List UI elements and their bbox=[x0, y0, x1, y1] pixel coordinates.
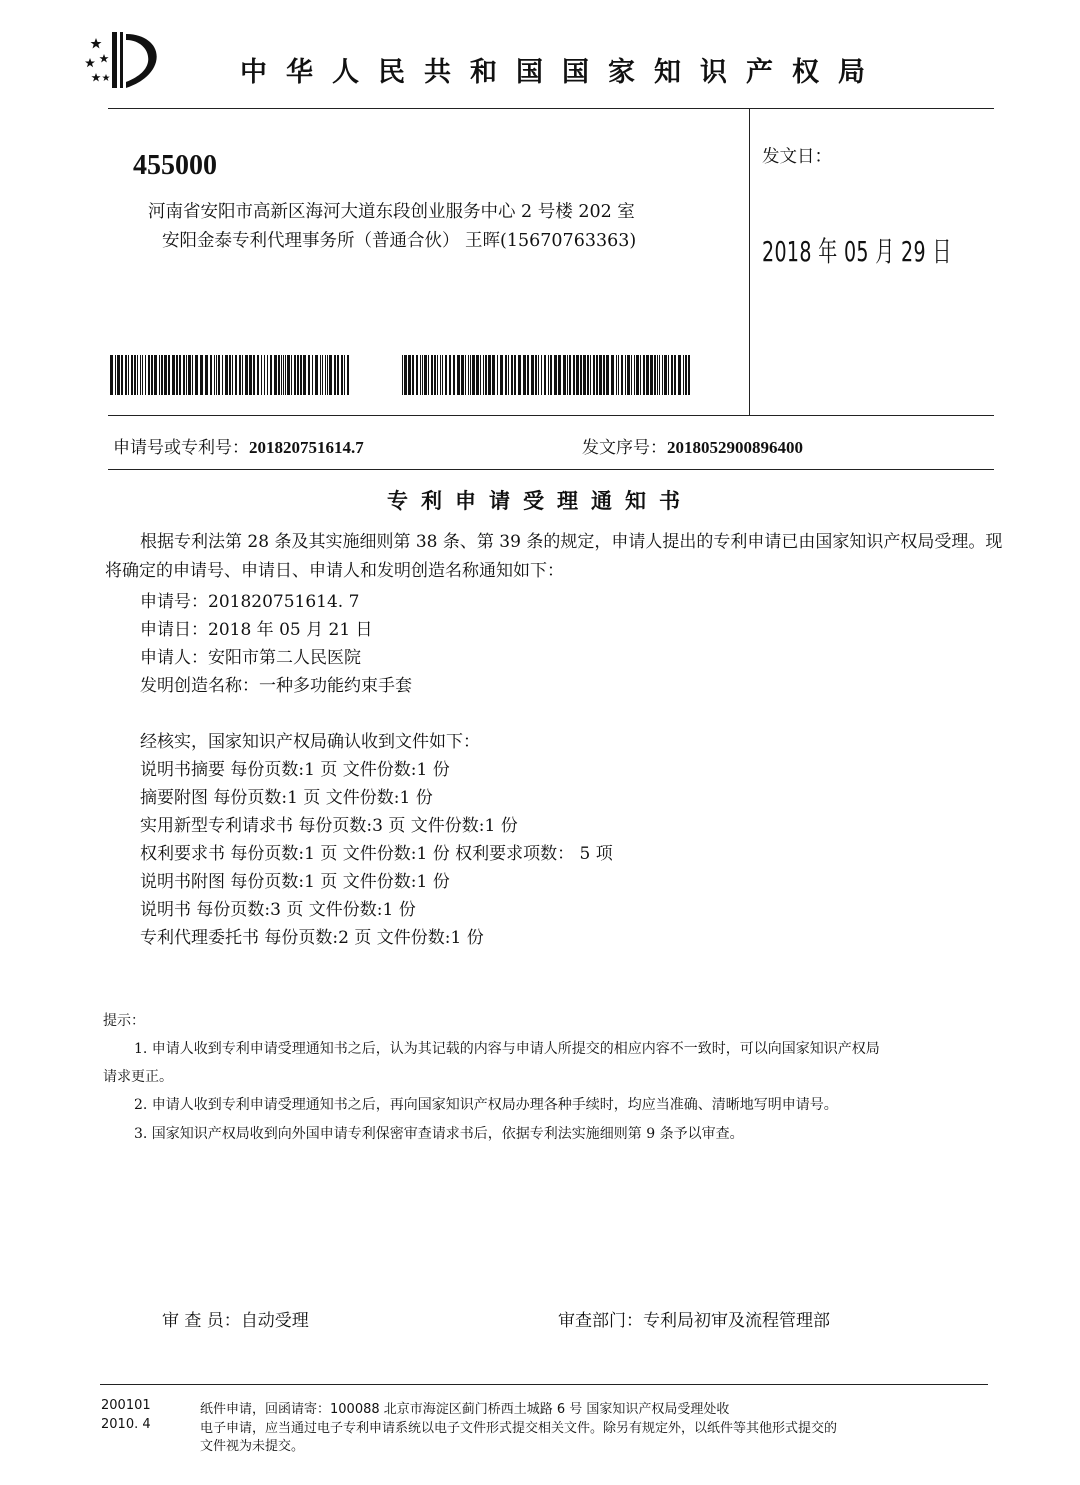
barcode-bar bbox=[186, 355, 187, 395]
barcode-bar bbox=[242, 355, 243, 395]
barcode-bar bbox=[531, 355, 534, 395]
barcode-bar bbox=[179, 355, 181, 395]
recipient-line: 安阳金泰专利代理事务所（普通合伙） 王晖(15670763363) bbox=[162, 231, 637, 251]
document-item: 实用新型专利请求书 每份页数:3 页 文件份数:1 份 bbox=[140, 816, 518, 836]
barcode-bar bbox=[500, 355, 503, 395]
barcode-bar bbox=[404, 355, 407, 395]
barcode-bar bbox=[576, 355, 579, 395]
barcode-bar bbox=[110, 355, 113, 395]
barcode-bar bbox=[334, 355, 336, 395]
barcode-bar bbox=[616, 355, 617, 395]
barcode-bar bbox=[140, 355, 141, 395]
document-item: 说明书 每份页数:3 页 文件份数:1 份 bbox=[140, 900, 416, 920]
field-application-date: 申请日：2018 年 05 月 21 日 bbox=[140, 620, 373, 640]
postcode: 455000 bbox=[133, 150, 217, 181]
tips-label: 提示： bbox=[103, 1013, 145, 1029]
cnipa-emblem-icon bbox=[84, 28, 164, 92]
barcode-bar bbox=[347, 355, 349, 395]
barcode-bar bbox=[210, 355, 212, 395]
barcode-bar bbox=[596, 355, 598, 395]
barcode-bar bbox=[214, 355, 215, 395]
barcode-bar bbox=[222, 355, 223, 395]
barcode-bar bbox=[618, 355, 619, 395]
barcode-bar bbox=[283, 355, 284, 395]
barcode-bar bbox=[183, 355, 185, 395]
barcode-bar bbox=[148, 355, 150, 395]
barcode-bar bbox=[176, 355, 178, 395]
barcode-bar bbox=[232, 355, 233, 395]
examiner-label: 审 查 员： bbox=[162, 1311, 241, 1331]
barcode-bar bbox=[291, 355, 292, 395]
barcode-bar bbox=[431, 355, 433, 395]
barcode-bar bbox=[200, 355, 203, 395]
barcode-bar bbox=[168, 355, 170, 395]
barcode-bar bbox=[590, 355, 591, 395]
barcode-bar bbox=[320, 355, 321, 395]
barcode-bar bbox=[599, 355, 602, 395]
barcode-bar bbox=[128, 355, 129, 395]
barcode-bar bbox=[327, 355, 328, 395]
examiner-value: 自动受理 bbox=[240, 1311, 309, 1331]
barcode-bar bbox=[483, 355, 484, 395]
numbers-divider bbox=[108, 469, 994, 470]
examining-department bbox=[558, 1306, 830, 1331]
barcode-bar bbox=[303, 355, 306, 395]
barcode-bar bbox=[631, 355, 632, 395]
barcode-bar bbox=[115, 355, 116, 395]
barcode-bar bbox=[508, 355, 509, 395]
barcode-bar bbox=[294, 355, 296, 395]
barcode-bar bbox=[297, 355, 299, 395]
application-number-row bbox=[113, 433, 364, 458]
barcode-bar bbox=[428, 355, 429, 395]
issue-column-divider bbox=[749, 108, 750, 415]
barcode-bar bbox=[154, 355, 157, 395]
barcode-bar bbox=[683, 355, 684, 395]
barcode-bar bbox=[134, 355, 136, 395]
barcode-bar bbox=[437, 355, 438, 395]
barcode-bar bbox=[261, 355, 262, 395]
barcode-bar bbox=[476, 355, 479, 395]
barcode-bar bbox=[465, 355, 466, 395]
barcode-bar bbox=[131, 355, 133, 395]
barcode-bar bbox=[188, 355, 191, 395]
barcode-bar bbox=[511, 355, 513, 395]
barcode-bar bbox=[420, 355, 421, 395]
barcode-bar bbox=[587, 355, 589, 395]
barcode-bar bbox=[117, 355, 120, 395]
barcode-bar bbox=[603, 355, 605, 395]
barcode-bar bbox=[235, 355, 237, 395]
address-divider bbox=[108, 415, 994, 416]
barcode-bar bbox=[172, 355, 175, 395]
barcode-bar bbox=[337, 355, 339, 395]
barcode-bar bbox=[485, 355, 487, 395]
barcode-bar bbox=[239, 355, 241, 395]
barcode-bar bbox=[650, 355, 653, 395]
office-name: 中华人民共和国国家知识产权局 bbox=[240, 57, 884, 88]
issue-date-label: 发文日： bbox=[762, 147, 832, 167]
barcode-left bbox=[110, 355, 352, 395]
barcode-bar bbox=[563, 355, 566, 395]
barcode-bar bbox=[657, 355, 658, 395]
serial-number-label: 发文序号： bbox=[582, 438, 667, 458]
barcode-bar bbox=[580, 355, 582, 395]
barcode-bar bbox=[627, 355, 630, 395]
barcode-bar bbox=[434, 355, 436, 395]
barcode-bar bbox=[678, 355, 681, 395]
barcode-bar bbox=[274, 355, 277, 395]
tip-item-3: 3. 国家知识产权局收到向外国申请专利保密审查请求书后，依据专利法实施细则第 9 条予以审查。 bbox=[134, 1126, 744, 1142]
serial-number-value: 2018052900896400 bbox=[667, 438, 803, 457]
document-item: 专利代理委托书 每份页数:2 页 文件份数:1 份 bbox=[140, 928, 484, 948]
barcode-bar bbox=[449, 355, 451, 395]
examiner bbox=[162, 1306, 309, 1331]
barcode-bar bbox=[643, 355, 645, 395]
barcode-bar bbox=[267, 355, 268, 395]
barcode-bar bbox=[161, 355, 163, 395]
barcode-bar bbox=[472, 355, 475, 395]
footer-divider bbox=[100, 1384, 988, 1385]
barcode-bar bbox=[325, 355, 326, 395]
barcode-bar bbox=[308, 355, 310, 395]
barcode-bar bbox=[216, 355, 217, 395]
field-application-number: 申请号：201820751614. 7 bbox=[140, 592, 360, 612]
barcode-bar bbox=[264, 355, 265, 395]
barcode-bar bbox=[285, 355, 286, 395]
barcode-bar bbox=[159, 355, 160, 395]
issue-date-value: 2018 年 05 月 29 日 bbox=[762, 235, 952, 268]
barcode-bar bbox=[402, 355, 403, 395]
barcode-bar bbox=[422, 355, 423, 395]
barcode-bar bbox=[424, 355, 427, 395]
tip-item-2: 2. 申请人收到专利申请受理通知书之后，再向国家知识产权局办理各种手续时，均应当准确、清晰地写明申请号。 bbox=[134, 1097, 838, 1113]
serial-number-row bbox=[582, 433, 803, 458]
barcode-bar bbox=[497, 355, 498, 395]
barcode-bar bbox=[164, 355, 167, 395]
barcode-bar bbox=[593, 355, 595, 395]
notice-intro: 根据专利法第 28 条及其实施细则第 38 条、第 39 条的规定，申请人提出的专利申请已由国家知识产权局受理。现将确定的申请号、申请日、申请人和发明创造名称通知如下： bbox=[105, 532, 1003, 581]
received-intro: 经核实，国家知识产权局确认收到文件如下： bbox=[140, 732, 480, 752]
barcode-bar bbox=[674, 355, 676, 395]
barcode-bar bbox=[278, 355, 280, 395]
barcode-bar bbox=[329, 355, 332, 395]
barcode-bar bbox=[416, 355, 418, 395]
address-line: 河南省安阳市高新区海河大道东段创业服务中心 2 号楼 202 室 bbox=[148, 202, 635, 222]
barcode-bar bbox=[621, 355, 623, 395]
barcode-bar bbox=[567, 355, 568, 395]
barcode-bar bbox=[195, 355, 198, 395]
barcode-bar bbox=[668, 355, 669, 395]
barcode-bar bbox=[685, 355, 687, 395]
barcode-bar bbox=[300, 355, 302, 395]
application-number-label: 申请号或专利号： bbox=[113, 438, 249, 458]
barcode-bar bbox=[151, 355, 153, 395]
barcode-bar bbox=[225, 355, 228, 395]
paper-filing-note: 纸件申请，回函请寄：100088 北京市海淀区蓟门桥西土城路 6 号 国家知识产权局受理处收 bbox=[200, 1402, 730, 1417]
tip-item-1: 1. 申请人收到专利申请受理通知书之后，认为其记载的内容与申请人所提交的相应内容不一致时，可以向国家知识产权局 bbox=[134, 1041, 880, 1057]
barcode-bar bbox=[453, 355, 455, 395]
barcode-bar bbox=[527, 355, 529, 395]
barcode-bar bbox=[445, 355, 447, 395]
barcode-bar bbox=[664, 355, 667, 395]
barcode-bar bbox=[125, 355, 127, 395]
application-number-value: 201820751614.7 bbox=[249, 438, 364, 457]
barcode-bar bbox=[654, 355, 656, 395]
barcode-bar bbox=[550, 355, 552, 395]
document-item: 权利要求书 每份页数:1 页 文件份数:1 份 权利要求项数： 5 项 bbox=[140, 844, 613, 864]
barcode-bar bbox=[468, 355, 469, 395]
barcode-bar bbox=[142, 355, 143, 395]
barcode-bar bbox=[488, 355, 491, 395]
barcode-bar bbox=[322, 355, 323, 395]
barcode-bar bbox=[538, 355, 539, 395]
barcode-bar bbox=[606, 355, 609, 395]
barcode-bar bbox=[442, 355, 443, 395]
barcode-bar bbox=[569, 355, 571, 395]
document-item: 摘要附图 每份页数:1 页 文件份数:1 份 bbox=[140, 788, 433, 808]
barcode-bar bbox=[257, 355, 259, 395]
notice-title: 专利申请受理通知书 bbox=[387, 489, 693, 513]
barcode-bar bbox=[611, 355, 614, 395]
barcode-bar bbox=[671, 355, 673, 395]
document-item: 说明书摘要 每份页数:1 页 文件份数:1 份 bbox=[140, 760, 450, 780]
barcode-bar bbox=[461, 355, 464, 395]
barcode-bar bbox=[636, 355, 639, 395]
barcode-bar bbox=[470, 355, 471, 395]
barcode-bar bbox=[640, 355, 641, 395]
barcode-bar bbox=[523, 355, 526, 395]
department-label: 审查部门： bbox=[558, 1311, 643, 1331]
field-invention-title: 发明创造名称：一种多功能约束手套 bbox=[140, 676, 412, 696]
barcode-bar bbox=[253, 355, 255, 395]
barcode-bar bbox=[408, 355, 411, 395]
document-item: 说明书附图 每份页数:1 页 文件份数:1 份 bbox=[140, 872, 450, 892]
barcode-bar bbox=[121, 355, 123, 395]
barcode-bar bbox=[554, 355, 557, 395]
barcode-bar bbox=[315, 355, 318, 395]
barcode-bar bbox=[205, 355, 208, 395]
barcode-bar bbox=[312, 355, 313, 395]
barcode-bar bbox=[412, 355, 414, 395]
barcode-bar bbox=[558, 355, 561, 395]
barcode-bar bbox=[548, 355, 549, 395]
barcode-bar bbox=[137, 355, 138, 395]
barcode-bar bbox=[505, 355, 507, 395]
barcode-bar bbox=[249, 355, 252, 395]
barcode-bar bbox=[192, 355, 193, 395]
department-value: 专利局初审及流程管理部 bbox=[643, 1311, 830, 1331]
barcode-bar bbox=[625, 355, 626, 395]
barcode-bar bbox=[646, 355, 649, 395]
barcode-bar bbox=[287, 355, 290, 395]
barcode-right bbox=[402, 355, 692, 395]
barcode-bar bbox=[541, 355, 542, 395]
barcode-bar bbox=[270, 355, 272, 395]
barcode-bar bbox=[281, 355, 282, 395]
form-version: 2010. 4 bbox=[101, 1417, 151, 1432]
electronic-filing-note: 电子申请，应当通过电子专利申请系统以电子文件形式提交相关文件。除另有规定外，以纸件等其他形式提交的 bbox=[200, 1421, 838, 1436]
barcode-bar bbox=[245, 355, 248, 395]
barcode-bar bbox=[341, 355, 343, 395]
barcode-bar bbox=[457, 355, 460, 395]
barcode-bar bbox=[583, 355, 586, 395]
barcode-bar bbox=[229, 355, 231, 395]
barcode-bar bbox=[662, 355, 663, 395]
barcode-bar bbox=[688, 355, 690, 395]
barcode-bar bbox=[634, 355, 635, 395]
barcode-bar bbox=[659, 355, 660, 395]
barcode-bar bbox=[544, 355, 546, 395]
barcode-bar bbox=[480, 355, 481, 395]
barcode-bar bbox=[535, 355, 537, 395]
electronic-filing-note-continued: 文件视为未提交。 bbox=[200, 1439, 305, 1454]
barcode-bar bbox=[145, 355, 146, 395]
barcode-bar bbox=[492, 355, 495, 395]
barcode-bar bbox=[344, 355, 345, 395]
field-applicant: 申请人：安阳市第二人民医院 bbox=[140, 648, 361, 668]
form-code: 200101 bbox=[101, 1398, 151, 1413]
barcode-bar bbox=[218, 355, 220, 395]
barcode-bar bbox=[440, 355, 441, 395]
tip-item-1-continued: 请求更正。 bbox=[103, 1069, 173, 1085]
barcode-bar bbox=[573, 355, 575, 395]
barcode-bar bbox=[514, 355, 516, 395]
header-divider bbox=[108, 108, 994, 109]
barcode-bar bbox=[518, 355, 521, 395]
